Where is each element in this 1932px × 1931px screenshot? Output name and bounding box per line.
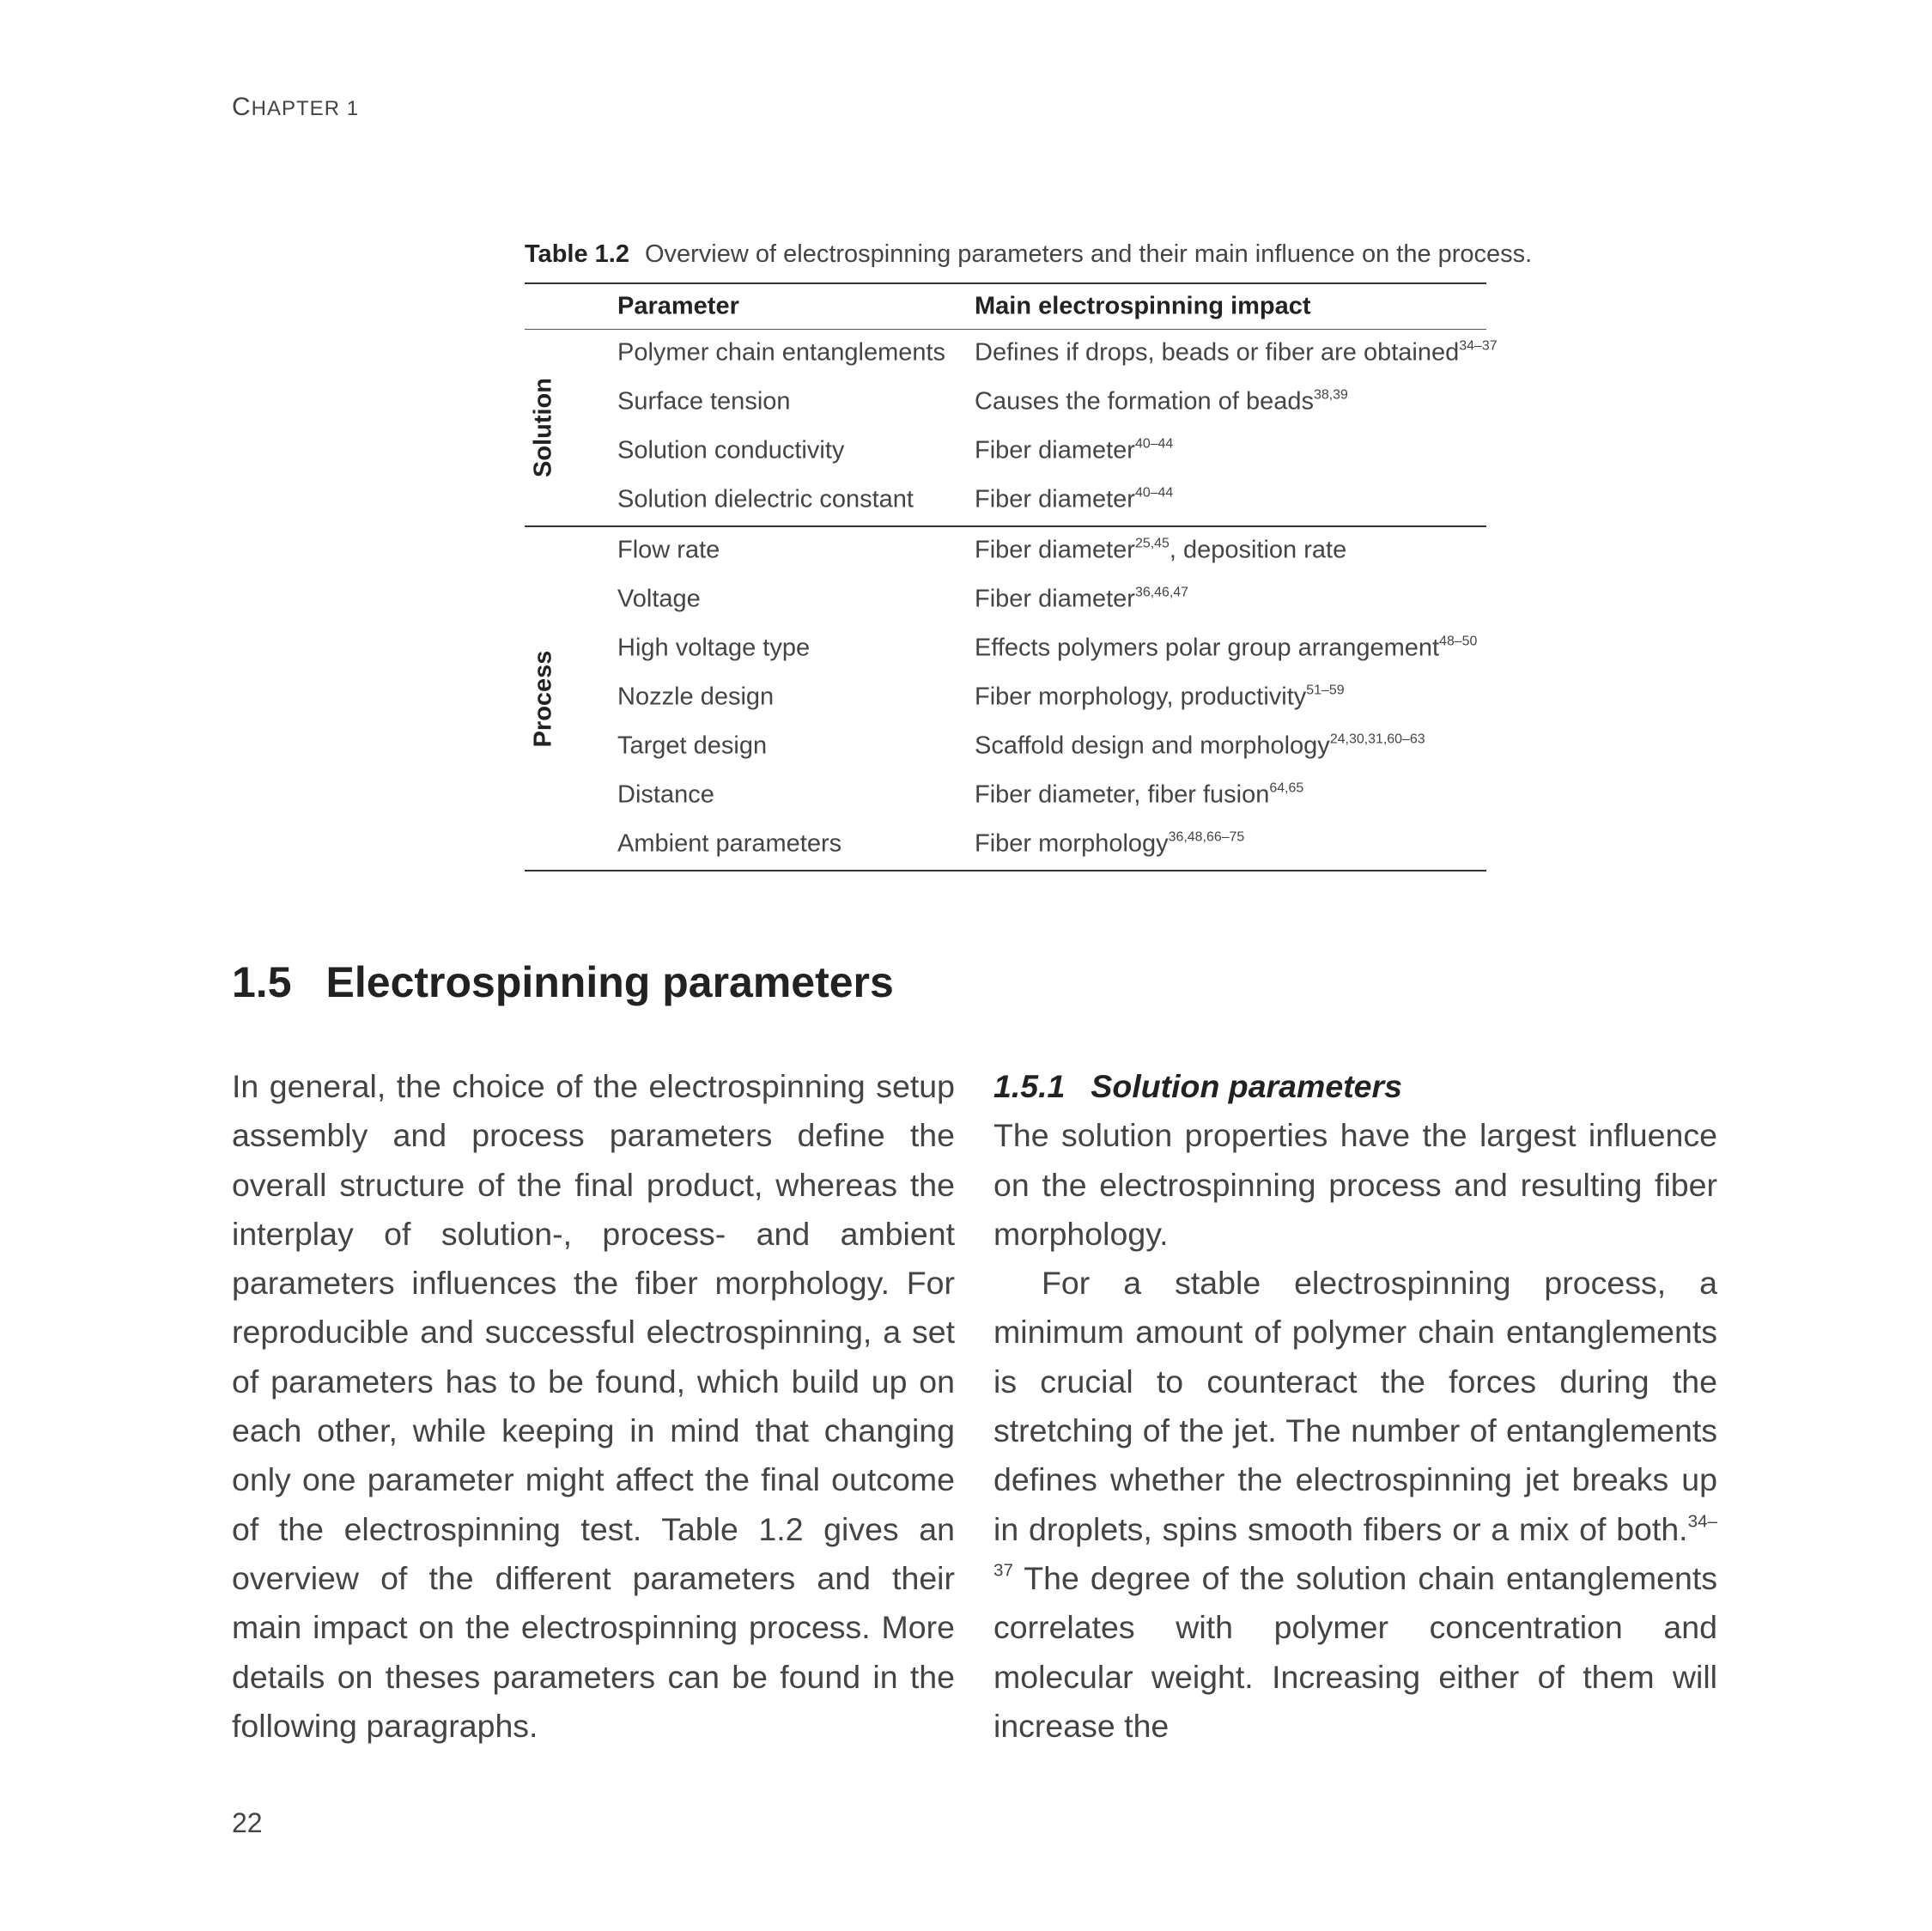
section-number: 1.5 (232, 958, 292, 1006)
table-row (525, 772, 1486, 821)
cell-impact: Fiber diameter$^{40-44}$ (975, 485, 1174, 513)
cell-parameter: Distance (617, 780, 714, 809)
table-caption (525, 240, 1533, 269)
table-row (525, 428, 1486, 477)
section-title: Electrospinning parameters (325, 958, 894, 1006)
table-row (525, 379, 1486, 428)
cell-impact: Fiber diameter, fiber fusion$^{64,65}$ (975, 780, 1304, 809)
page-number: 22 (232, 1807, 263, 1838)
cell-impact: Fiber diameter$^{25,45}$, deposition rate (975, 536, 1347, 564)
table-header-row (525, 284, 1486, 330)
reference-superscript: 36,48,66–75 (1168, 829, 1245, 845)
reference-superscript: 25,45 (1134, 536, 1170, 551)
body-paragraph: In general, the choice of the electrospinning setup assembly and process parameters define the overall structure of the final product, whereas the interplay of solution-, process- and ambient parameters influences the fiber morphology. For reproducible and successful electrospinning, a set of parameters has to be found, which build up on each other, while keeping in mind that changing only one parameter might affect the final outcome of the electrospinning test. Table 1.2 gives an overview of the different parameters and their main impact on the electrospinning process. More details on theses parameters can be found in the following paragraphs. (232, 1068, 955, 1744)
subsection-heading (993, 1062, 1717, 1111)
table-row (525, 821, 1486, 870)
reference-superscript: 40–44 (1134, 436, 1174, 452)
reference-superscript: 64,65 (1269, 780, 1304, 796)
group-label-process: Process (529, 650, 557, 747)
left-column (232, 1062, 955, 1751)
running-head (232, 93, 359, 122)
table-row (525, 477, 1486, 525)
cell-parameter: High voltage type (617, 634, 811, 662)
cell-parameter: Solution conductivity (617, 436, 845, 465)
reference-superscript: 48–50 (1439, 634, 1478, 649)
table-row (525, 527, 1486, 576)
cell-impact: Fiber morphology, productivity$^{51-59}$ (975, 683, 1345, 711)
parameters-table (525, 282, 1498, 871)
cell-parameter: Flow rate (617, 536, 720, 564)
body-paragraph: The solution properties have the largest influence on the electrospinning process and resulting fiber morphology. (993, 1117, 1717, 1252)
reference-superscript: 36,46,47 (1134, 585, 1189, 600)
cell-parameter: Surface tension (617, 387, 791, 416)
reference-superscript: 34–37 (1459, 338, 1498, 354)
cell-impact: Fiber diameter$^{36,46,47}$ (975, 585, 1189, 613)
reference-superscript: 34–37 (993, 1511, 1717, 1581)
header-impact: Main electrospinning impact (975, 292, 1311, 320)
table-caption-text: Overview of electrospinning parameters and their main influence on the process. (644, 240, 1533, 268)
table-row (525, 674, 1486, 723)
cell-parameter: Nozzle design (617, 683, 775, 711)
group-label-solution: Solution (529, 378, 557, 477)
right-column (993, 1062, 1717, 1751)
running-head-initial: C (232, 93, 252, 121)
reference-superscript: 51–59 (1306, 683, 1345, 698)
cell-impact: Causes the formation of beads$^{38,39}$ (975, 387, 1348, 416)
table-group-solution (525, 330, 1498, 525)
cell-parameter: Ambient parameters (617, 829, 842, 858)
section-heading (232, 957, 894, 1007)
reference-superscript: 38,39 (1313, 387, 1348, 403)
table-row (525, 625, 1486, 674)
table-row (525, 723, 1486, 772)
running-head-rest: HAPTER 1 (251, 97, 360, 120)
table-row (525, 330, 1498, 379)
subsection-number: 1.5.1 (993, 1068, 1066, 1104)
body-paragraph: For a stable electrospinning process, a minimum amount of polymer chain entanglements is crucial to counteract the forces during the stretching of the jet. The number of entanglements defines whether the electrospinning jet breaks up in droplets, spins smooth fibers or a mix of both.$^{34-37}$ The degree of the solution chain entanglements correlates with polymer concentration and molecular weight. Increasing either of them will increase the (993, 1265, 1717, 1744)
table-label: Table 1.2 (525, 240, 629, 268)
table-group-process (525, 525, 1486, 870)
cell-parameter: Polymer chain entanglements (617, 338, 946, 367)
cell-parameter: Solution dielectric constant (617, 485, 914, 513)
cell-impact: Defines if drops, beads or fiber are obtained$^{34-37}$ (975, 338, 1498, 367)
subsection-title: Solution parameters (1091, 1068, 1402, 1104)
header-parameter: Parameter (617, 292, 739, 320)
cell-parameter: Target design (617, 732, 768, 760)
reference-superscript: 40–44 (1134, 485, 1174, 501)
reference-superscript: 24,30,31,60–63 (1329, 732, 1425, 747)
cell-impact: Scaffold design and morphology$^{24,30,31,60-63}$ (975, 732, 1425, 760)
table-row (525, 576, 1486, 625)
cell-impact: Fiber morphology$^{36,48,66-75}$ (975, 829, 1245, 858)
cell-parameter: Voltage (617, 585, 701, 613)
cell-impact: Fiber diameter$^{40-44}$ (975, 436, 1174, 465)
cell-impact: Effects polymers polar group arrangement$^{48-50}$ (975, 634, 1478, 662)
